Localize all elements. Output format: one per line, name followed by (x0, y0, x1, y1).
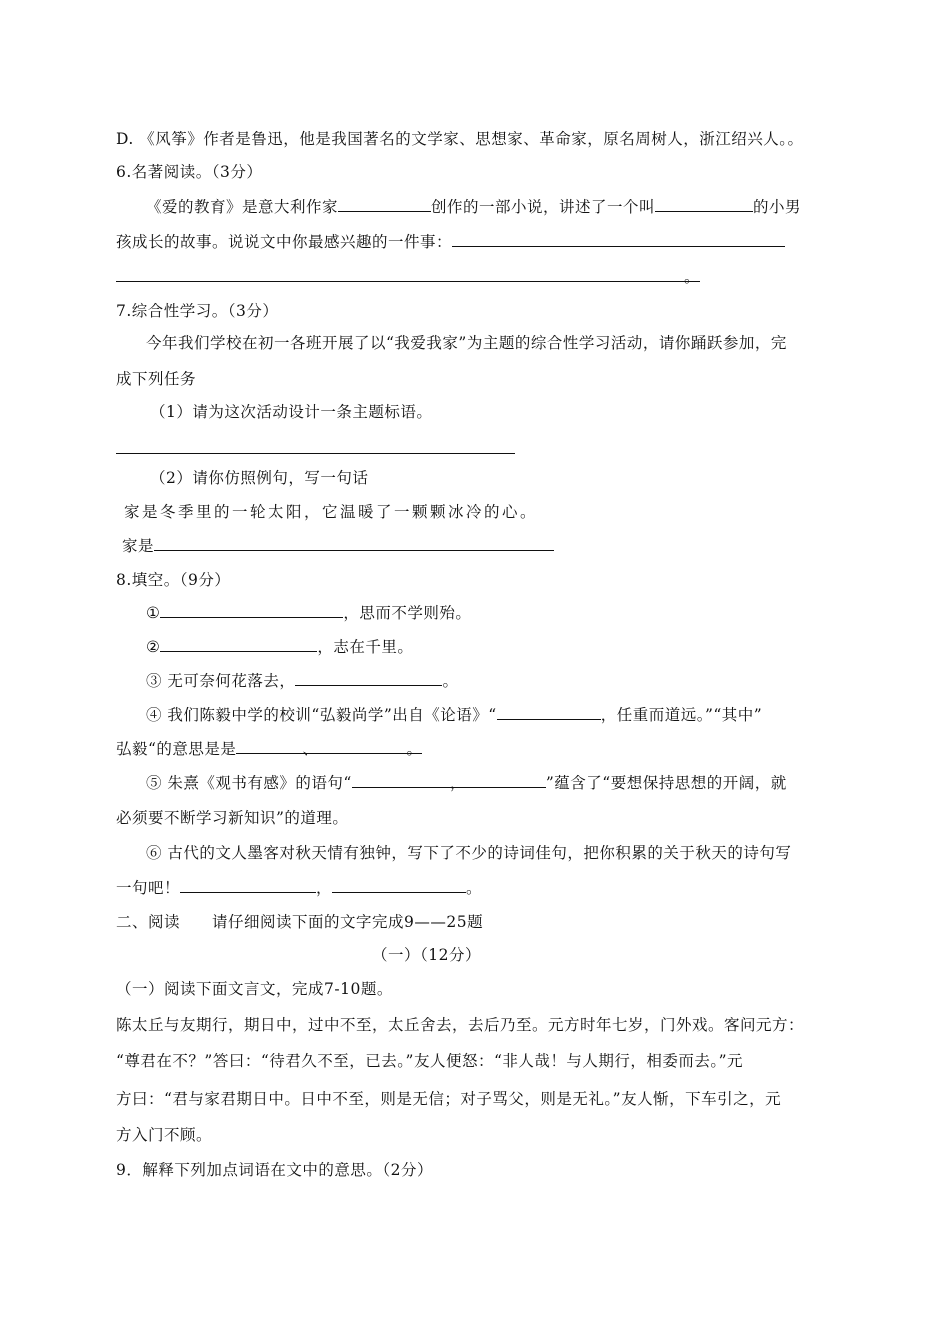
q8-item4-text-c: 弘毅“的意思是是 (116, 740, 237, 758)
boy-name-blank[interactable] (655, 196, 753, 212)
q8-item3-end: 。 (442, 672, 459, 690)
q8-item3 (146, 670, 458, 692)
q8-item5-blank2[interactable] (466, 772, 546, 788)
q8-item4-line2 (116, 738, 422, 760)
option-d-line: D. 《风筝》作者是鲁迅，他是我国著名的文学家、思想家、革命家，原名周树人，浙江绍兴人。。 (116, 130, 804, 148)
q6-title: 6.名著阅读。（3分） (116, 163, 263, 181)
q8-item6-blank2[interactable] (332, 877, 466, 893)
q7-intro-line2: 成下列任务 (116, 370, 197, 388)
slogan-answer-line[interactable] (116, 453, 515, 454)
q6-period: 。 (684, 268, 701, 286)
q8-item4-blank3[interactable] (318, 738, 406, 754)
q8-item1-blank[interactable] (160, 602, 343, 618)
section2-subtitle: （一）（12分） (372, 946, 481, 964)
q8-item5-text-c: ”蕴含了“要想保持思想的开阔，就 (545, 774, 787, 792)
q6-text-c: 的小男 (753, 198, 802, 216)
q8-item4-line1 (146, 704, 762, 726)
passage-line1: 陈太丘与友期行，期日中，过中不至，太丘舍去，去后乃至。元方时年七岁，门外戏。客问元方： (116, 1016, 805, 1034)
q8-item1-text: ，思而不学则殆。 (343, 604, 472, 622)
interest-answer-blank[interactable] (452, 231, 785, 247)
q6-text-a: 《爱的教育》是意大利作家 (146, 198, 339, 216)
q8-item2 (146, 636, 413, 658)
q6-paragraph-line3 (116, 266, 700, 288)
q8-item2-blank[interactable] (160, 636, 317, 652)
author-blank[interactable] (338, 196, 431, 212)
q8-item3-blank[interactable] (295, 670, 442, 686)
reading-intro: （一）阅读下面文言文，完成7-10题。 (116, 980, 393, 998)
q7-answer-line (122, 535, 554, 557)
section2-title: 二、阅读 请仔细阅读下面的文字完成9——25题 (116, 913, 484, 931)
q6-text-d: 孩成长的故事。说说文中你最感兴趣的一件事： (116, 233, 453, 251)
q8-item5-line1 (146, 772, 787, 794)
q8-item4-text-b: ，任重而道远。”“其中” (600, 706, 763, 724)
q7-sub2: （2）请你仿照例句，写一句话 (150, 469, 369, 487)
q8-item5-blank1[interactable] (352, 772, 450, 788)
q8-title: 8.填空。（9分） (116, 571, 231, 589)
q8-item5-line2: 必须要不断学习新知识”的道理。 (116, 809, 349, 827)
q8-item4-text-a: ④ 我们陈毅中学的校训“弘毅尚学”出自《论语》“ (146, 706, 497, 724)
q8-item6-comma: ， (316, 879, 333, 897)
q8-item1-num: ① (146, 604, 161, 622)
imitation-answer-blank[interactable] (154, 535, 554, 551)
passage-line3: 方曰：“君与家君期日中。日中不至，则是无信；对子骂父，则是无礼。”友人惭，下车引之，元 (116, 1090, 782, 1108)
q9-title: 9．解释下列加点词语在文中的意思。（2分） (116, 1161, 433, 1179)
q8-item2-text: ，志在千里。 (317, 638, 414, 656)
interest-answer-blank-2[interactable] (116, 266, 684, 282)
q8-item5-text-a: ⑤ 朱熹《观书有感》的语句“ (146, 774, 352, 792)
q8-item3-text: ③ 无可奈何花落去， (146, 672, 296, 690)
q7-example-sentence: 家是冬季里的一轮太阳，它温暖了一颗颗冰冷的心。 (124, 503, 539, 521)
q6-paragraph-line2 (116, 231, 785, 253)
q8-item4-blank1[interactable] (497, 704, 601, 720)
q8-item4-sep: 、 (302, 740, 319, 758)
q8-item5-comma: ， (449, 774, 466, 792)
q7-title: 7.综合性学习。（3分） (116, 302, 279, 320)
q8-item1 (146, 602, 471, 624)
q8-item6-blank1[interactable] (180, 877, 316, 893)
q6-text-b: 创作的一部小说，讲述了一个叫 (431, 198, 656, 216)
q7-intro-line1: 今年我们学校在初一各班开展了以“我爱我家”为主题的综合性学习活动，请你踊跃参加，完 (146, 334, 787, 352)
q8-item4-end: 。 (406, 740, 423, 758)
q8-item6-text-b: 一句吧！ (116, 879, 181, 897)
q8-item6-line1: ⑥ 古代的文人墨客对秋天情有独钟，写下了不少的诗词佳句，把你积累的关于秋天的诗句写 (146, 844, 792, 862)
q8-item6-line2 (116, 877, 482, 899)
q8-item2-num: ② (146, 638, 161, 656)
q8-item6-end: 。 (466, 879, 483, 897)
q6-paragraph-line1 (146, 196, 801, 218)
passage-line2: “尊君在不？”答曰：“待君久不至，已去。”友人便怒：“非人哉！与人期行，相委而去。”元 (116, 1052, 744, 1070)
q8-item4-blank2[interactable] (236, 738, 302, 754)
passage-line4: 方入门不顾。 (116, 1126, 213, 1144)
q7-sub1: （1）请为这次活动设计一条主题标语。 (150, 403, 433, 421)
q7-answer-prefix: 家是 (122, 537, 155, 555)
